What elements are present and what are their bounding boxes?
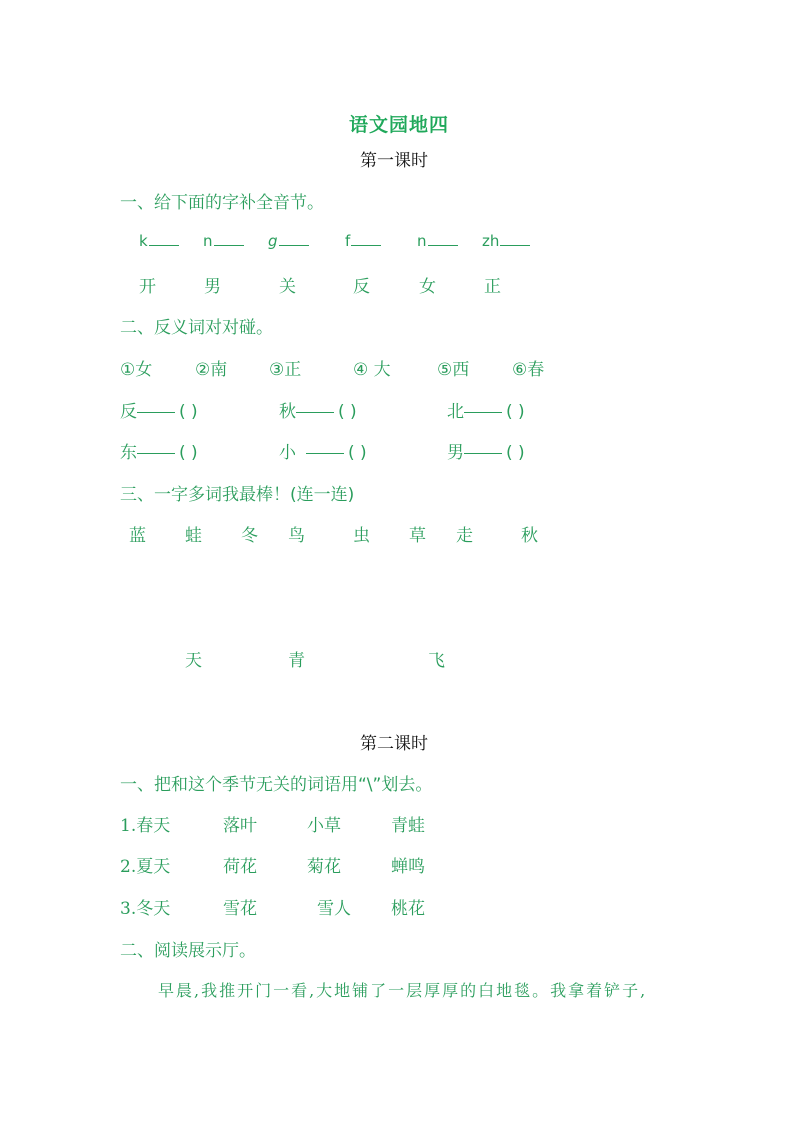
pinyin-blank[interactable]: n [417, 232, 458, 250]
antonym-option: ①女 [120, 360, 153, 380]
season-word[interactable]: 雪花 [223, 899, 257, 919]
season-word[interactable]: 桃花 [391, 899, 425, 919]
season-word[interactable]: 青蛙 [391, 816, 425, 836]
antonym-pair[interactable]: 秋 ( ) [279, 402, 357, 422]
pinyin-blank[interactable]: k [139, 232, 179, 250]
antonym-pair[interactable]: 小 ( ) [279, 443, 367, 463]
question-title: 二、反义词对对碰。 [120, 318, 273, 338]
season-word[interactable]: 落叶 [223, 816, 257, 836]
antonym-pair[interactable]: 东 ( ) [120, 443, 198, 463]
antonym-pair[interactable]: 北 ( ) [447, 402, 525, 422]
match-char[interactable]: 青 [288, 651, 305, 671]
season-row-label: 1.春天 [120, 816, 171, 836]
antonym-pair[interactable]: 男 ( ) [447, 443, 525, 463]
question-title: 一、给下面的字补全音节。 [120, 193, 324, 213]
char: 女 [419, 277, 436, 297]
lesson-one-heading: 第一课时 [360, 151, 428, 171]
match-char[interactable]: 虫 [353, 526, 370, 546]
char: 开 [139, 277, 156, 297]
pinyin-blank[interactable]: n [203, 232, 244, 250]
match-char[interactable]: 冬 [241, 526, 258, 546]
antonym-option: ③正 [269, 360, 302, 380]
match-char[interactable]: 天 [185, 651, 202, 671]
antonym-option: ⑤西 [437, 360, 470, 380]
season-word[interactable]: 荷花 [223, 857, 257, 877]
antonym-pair[interactable]: 反 ( ) [120, 402, 198, 422]
antonym-option: ④ 大 [353, 360, 391, 380]
season-word[interactable]: 雪人 [317, 899, 351, 919]
pinyin-blank[interactable]: f [345, 232, 381, 250]
season-word[interactable]: 菊花 [307, 857, 341, 877]
char: 反 [353, 277, 370, 297]
match-char[interactable]: 草 [409, 526, 426, 546]
char: 关 [279, 277, 296, 297]
question-title: 二、阅读展示厅。 [120, 941, 256, 961]
match-char[interactable]: 飞 [428, 651, 445, 671]
reading-passage: 早晨,我推开门一看,大地铺了一层厚厚的白地毯。我拿着铲子, [158, 981, 648, 1000]
match-char[interactable]: 蓝 [129, 526, 146, 546]
page-title: 语文园地四 [349, 114, 450, 136]
match-char[interactable]: 走 [456, 526, 473, 546]
pinyin-blank[interactable]: zh [482, 232, 530, 250]
pinyin-blank[interactable]: g [268, 232, 309, 250]
char: 正 [484, 277, 501, 297]
antonym-option: ②南 [195, 360, 228, 380]
match-char[interactable]: 蛙 [185, 526, 202, 546]
season-word[interactable]: 蝉鸣 [391, 857, 425, 877]
question-title: 三、一字多词我最棒！(连一连) [120, 485, 355, 505]
season-word[interactable]: 小草 [307, 816, 341, 836]
season-row-label: 2.夏天 [120, 857, 171, 877]
lesson-two-heading: 第二课时 [360, 734, 428, 754]
match-char[interactable]: 秋 [521, 526, 538, 546]
char: 男 [204, 277, 221, 297]
antonym-option: ⑥春 [512, 360, 545, 380]
season-row-label: 3.冬天 [120, 899, 171, 919]
match-char[interactable]: 鸟 [288, 526, 305, 546]
question-title: 一、把和这个季节无关的词语用“\”划去。 [120, 775, 433, 795]
